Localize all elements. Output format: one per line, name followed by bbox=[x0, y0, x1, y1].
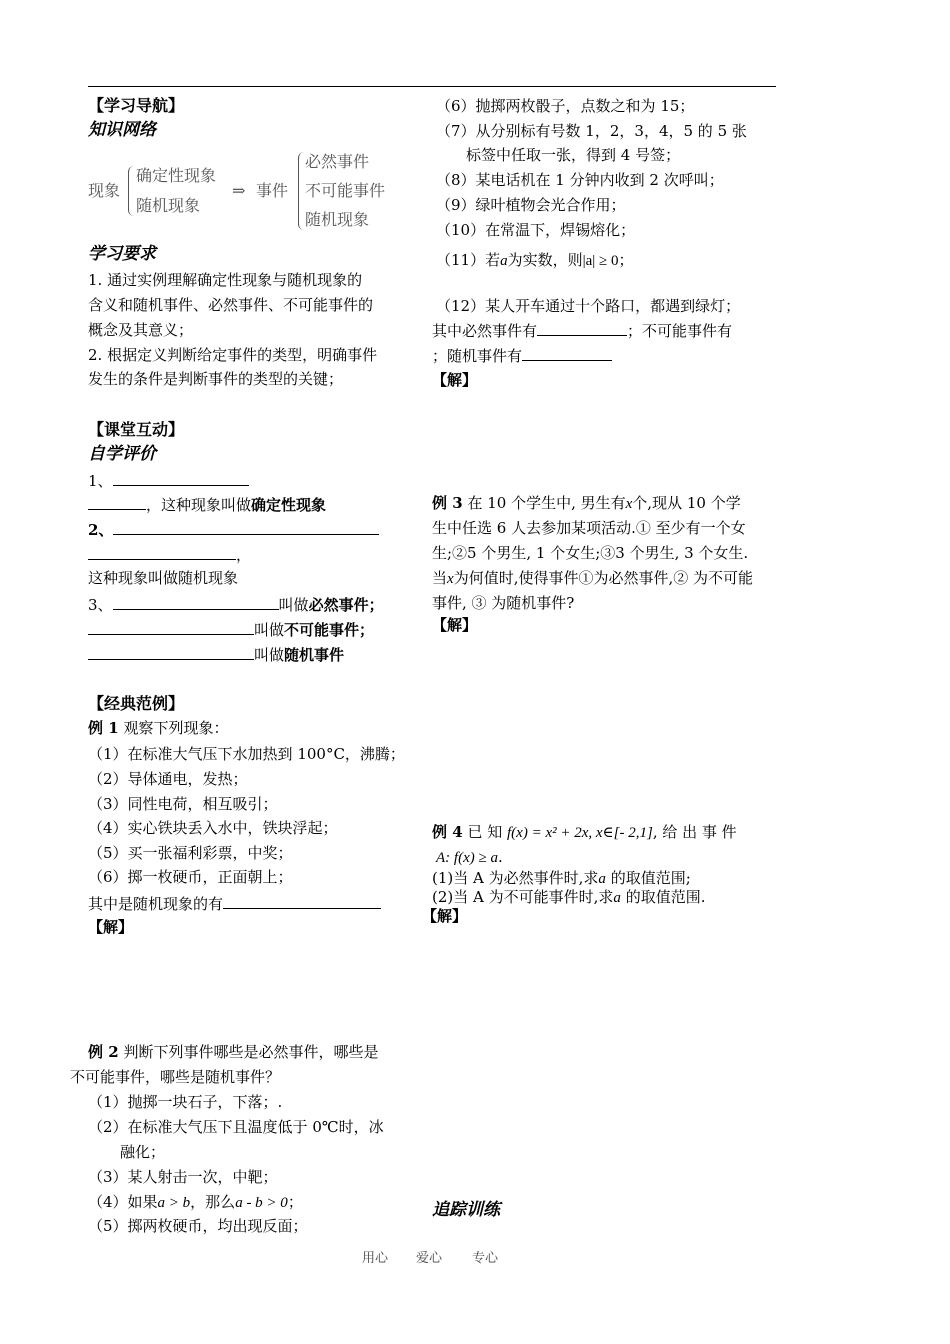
knowledge-network-title: 知识网络 bbox=[88, 120, 156, 140]
req1-line1: 1. 通过实例理解确定性现象与随机现象的 bbox=[88, 271, 363, 289]
ex2-item-4 bbox=[88, 1192, 303, 1213]
ex4-q2-c: 的取值范围. bbox=[625, 888, 706, 906]
ex1-item-1: （1）在标准大气压下水加热到 100°C，沸腾； bbox=[88, 745, 405, 763]
self-eval-item-2a bbox=[88, 519, 379, 540]
req2-line1: 2. 根据定义判断给定事件的类型，明确事件 bbox=[88, 346, 378, 364]
ex2-item-9: （9）绿叶植物会光合作用； bbox=[436, 196, 626, 214]
requirements-title: 学习要求 bbox=[88, 244, 156, 264]
ex2-item-5: （5）掷两枚硬币，均出现反面； bbox=[88, 1217, 308, 1235]
ex4-event: A: f(x) ≥ a bbox=[436, 850, 498, 866]
ex2-q-c: ；随机事件有 bbox=[432, 347, 523, 365]
self-eval-title: 自学评价 bbox=[88, 444, 156, 464]
blank-2b bbox=[88, 544, 236, 560]
self-eval-item-3c bbox=[88, 644, 344, 665]
ex2-intro-line2: 不可能事件，哪些是随机事件？ bbox=[70, 1068, 281, 1086]
blank-1a bbox=[113, 470, 249, 486]
ex1-item-6: （6）掷一枚硬币，正面朝上； bbox=[88, 868, 293, 886]
classroom-heading: 【课堂互动】 bbox=[88, 420, 185, 439]
item1-tail: ，这种现象叫做 bbox=[146, 496, 252, 514]
ex4-q1 bbox=[432, 868, 691, 889]
item3-term-c: 随机事件 bbox=[284, 646, 345, 664]
ex2-item4-cond: a > b bbox=[157, 1195, 191, 1211]
ex4-q2-a: (2)当 A 为不可能事件时 bbox=[432, 888, 594, 906]
ex4-var-1: a bbox=[598, 871, 606, 887]
ex1-solution: 【解】 bbox=[88, 918, 134, 936]
ex3-solution: 【解】 bbox=[432, 616, 478, 634]
ex1-question-line bbox=[88, 893, 381, 914]
blank-2a bbox=[113, 519, 379, 535]
tracking-title: 追踪训练 bbox=[432, 1200, 500, 1220]
ex2-label: 例 2 bbox=[88, 1043, 119, 1061]
ex2-solution: 【解】 bbox=[432, 371, 478, 389]
ex2-item-8: （8）某电话机在 1 分钟内收到 2 次呼叫； bbox=[436, 171, 724, 189]
ex4-label: 例 4 bbox=[432, 823, 463, 841]
ex3-line4 bbox=[432, 568, 753, 589]
blank-3c bbox=[88, 644, 254, 660]
top-rule bbox=[88, 86, 776, 87]
ex2-intro1: 判断下列事件哪些是必然事件，哪些是 bbox=[123, 1043, 379, 1061]
ex4-line2 bbox=[436, 847, 503, 868]
ex3-line1-end: 个,现从 10 个学 bbox=[632, 494, 741, 512]
nav-heading: 【学习导航】 bbox=[88, 96, 185, 115]
ex2-item-3: （3）某人射击一次，中靶； bbox=[88, 1168, 278, 1186]
footer-item-1: 用心 bbox=[362, 1251, 389, 1266]
footer-item-3: 专心 bbox=[472, 1251, 499, 1266]
ex2-item-10: （10）在常温下，焊锡熔化； bbox=[436, 221, 636, 239]
ex3-line3: 生;②5 个男生, 1 个女生;③3 个男生, 3 个女生. bbox=[432, 544, 749, 562]
item3-tail-a: 叫做 bbox=[278, 596, 309, 614]
brace-right bbox=[298, 152, 304, 230]
ex2-item4-res: a - b > 0 bbox=[235, 1195, 288, 1211]
ex4-solution: 【解】 bbox=[422, 907, 468, 925]
ex4-q1-c: 的取值范围; bbox=[610, 869, 691, 887]
ex2-item4-prefix: （4）如果 bbox=[88, 1193, 158, 1211]
ex1-blank bbox=[223, 893, 381, 909]
ex3-label: 例 3 bbox=[432, 494, 463, 512]
ex2-item-12: （12）某人开车通过十个路口，都遇到绿灯； bbox=[436, 297, 741, 315]
ex3-line2: 生中任选 6 人去参加某项活动.① 至少有一个女 bbox=[432, 519, 746, 537]
req1-line2: 含义和随机事件、必然事件、不可能事件的 bbox=[88, 296, 374, 314]
ex1-item-5: （5）买一张福利彩票，中奖； bbox=[88, 844, 293, 862]
ex2-item11-end: ； bbox=[618, 251, 634, 269]
ex2-blank-c bbox=[522, 345, 612, 361]
blank-1b bbox=[88, 494, 146, 510]
ex4-var-2: a bbox=[613, 890, 621, 906]
ex1-item-2: （2）导体通电，发热； bbox=[88, 770, 248, 788]
ex2-item-2: （2）在标准大气压下且温度低于 0℃时，冰 bbox=[88, 1118, 384, 1136]
ex4-q2 bbox=[432, 887, 705, 908]
ex3-var: x bbox=[625, 496, 633, 512]
diagram-certain: 必然事件 bbox=[305, 152, 370, 171]
ex1-label: 例 1 bbox=[88, 719, 119, 737]
req2-line2: 发生的条件是判断事件的类型的关键； bbox=[88, 370, 344, 388]
ex2-question-line1 bbox=[432, 320, 732, 341]
ex4-event-end: . bbox=[497, 848, 503, 866]
ex4-q2-b: ,求 bbox=[593, 888, 614, 906]
item3-term-a: 必然事件 bbox=[308, 596, 369, 614]
ex1-intro-line bbox=[88, 718, 228, 738]
ex4-q1-b: ,求 bbox=[578, 869, 599, 887]
self-eval-item-2b bbox=[88, 544, 251, 565]
self-eval-item-3a: 3、 叫做必然事件； bbox=[88, 596, 384, 614]
ex2-item-2-cont: 融化； bbox=[120, 1143, 166, 1161]
ex2-q-a: 其中必然事件有 bbox=[432, 322, 538, 340]
item1-term: 确定性现象 bbox=[251, 496, 327, 514]
ex3-line5: 事件, ③ 为随机事件? bbox=[432, 594, 575, 612]
ex4-text: 已 知 bbox=[467, 823, 503, 841]
item2-term: 这种现象叫做随机现象 bbox=[88, 569, 239, 587]
ex2-item-11 bbox=[436, 250, 634, 271]
ex2-item11-var: a bbox=[500, 253, 508, 269]
ex2-intro-line1 bbox=[88, 1042, 378, 1062]
ex3-line4-a: 当 bbox=[432, 569, 448, 587]
diagram-phenomenon: 现象 bbox=[88, 181, 121, 200]
self-eval-item-1a bbox=[88, 470, 249, 491]
blank-3b bbox=[88, 619, 254, 635]
req1-line3: 概念及其意义； bbox=[88, 321, 194, 339]
ex1-item-3: （3）同性电荷，相互吸引； bbox=[88, 795, 278, 813]
ex1-question: 其中是随机现象的有 bbox=[88, 895, 224, 913]
diagram-random-event: 随机现象 bbox=[305, 210, 370, 229]
ex3-line4-b: 为何值时,使得事件①为必然事件,② 为不可能 bbox=[453, 569, 753, 587]
item3-term-b: 不可能事件； bbox=[284, 621, 375, 639]
footer-item-2: 爱心 bbox=[416, 1251, 443, 1266]
brace-left bbox=[128, 166, 134, 216]
ex2-question-line2 bbox=[432, 345, 612, 366]
item3-tail-c: 叫做 bbox=[254, 646, 285, 664]
diagram-random: 随机现象 bbox=[136, 196, 201, 215]
ex2-item-7: （7）从分别标有号数 1，2，3，4，5 的 5 张 bbox=[436, 122, 747, 140]
ex2-item11-mid: 为实数，则 bbox=[507, 251, 583, 269]
item3-num: 3、 bbox=[88, 596, 113, 614]
ex3-line1-text: 在 10 个学生中, 男生有 bbox=[467, 494, 626, 512]
ex2-blank-a bbox=[537, 320, 627, 336]
item2-num: 2、 bbox=[88, 521, 114, 539]
item1-num: 1、 bbox=[88, 472, 113, 490]
examples-heading: 【经典范例】 bbox=[88, 694, 185, 713]
ex2-item-1: （1）抛掷一块石子，下落；. bbox=[88, 1093, 283, 1111]
ex4-tail: , 给 出 事 件 bbox=[652, 823, 737, 841]
ex4-line1 bbox=[432, 822, 737, 843]
ex2-item-7-cont: 标签中任取一张，得到 4 号签； bbox=[466, 146, 681, 164]
diagram-deterministic: 确定性现象 bbox=[136, 166, 217, 185]
ex2-item4-mid: ，那么 bbox=[190, 1193, 236, 1211]
item3-tail-b: 叫做 bbox=[254, 621, 285, 639]
ex2-item11-prefix: （11）若 bbox=[436, 251, 501, 269]
diagram-event: 事件 bbox=[256, 181, 289, 200]
ex4-q1-a: (1)当 A 为必然事件时 bbox=[432, 869, 579, 887]
ex2-item4-end: ； bbox=[287, 1193, 303, 1211]
ex4-func: f(x) = x² + 2x, x∈[- 2,1] bbox=[507, 825, 653, 841]
ex3-var-2: x bbox=[447, 571, 454, 587]
ex2-item11-math: |a| ≥ 0 bbox=[582, 253, 619, 269]
diagram-impossible: 不可能事件 bbox=[305, 181, 386, 200]
self-eval-item-1b bbox=[88, 494, 326, 515]
diagram-arrow: ⇒ bbox=[232, 181, 246, 200]
item2-tail: ， bbox=[236, 546, 252, 564]
ex1-intro: 观察下列现象： bbox=[123, 719, 229, 737]
ex3-line1 bbox=[432, 493, 741, 514]
self-eval-item-3b bbox=[88, 619, 374, 640]
blank-3a bbox=[113, 594, 279, 610]
ex2-q-b: ；不可能事件有 bbox=[627, 322, 733, 340]
ex2-item-6: （6）抛掷两枚骰子，点数之和为 15； bbox=[436, 97, 695, 115]
ex1-item-4: （4）实心铁块丢入水中，铁块浮起； bbox=[88, 819, 338, 837]
